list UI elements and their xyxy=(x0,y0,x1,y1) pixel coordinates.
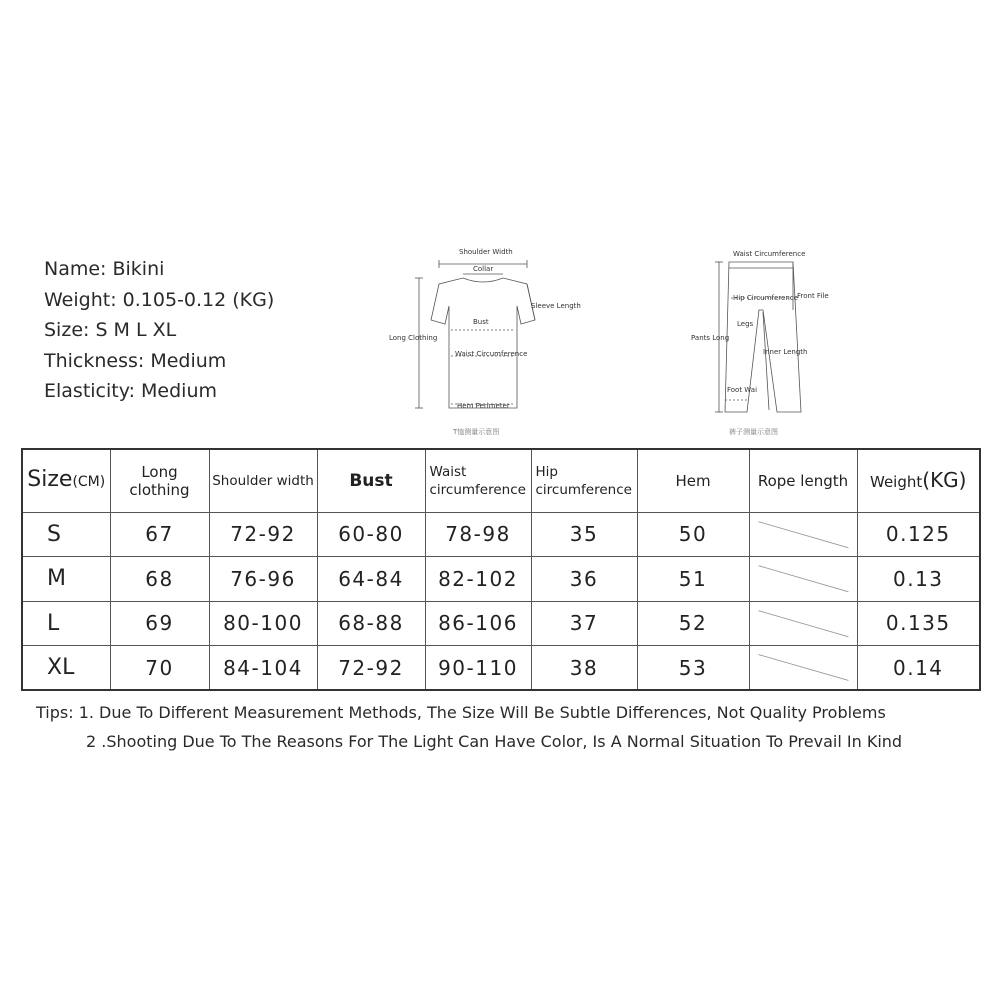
shirt-diagram-caption: T恤测量示意图 xyxy=(453,428,500,436)
spec-name: Name: Bikini xyxy=(44,258,165,280)
cell-bust: 68-88 xyxy=(317,601,425,646)
spec-elasticity: Elasticity: Medium xyxy=(44,380,218,402)
cell-waist-circumference: 78-98 xyxy=(425,512,531,557)
pants-label-legs: Legs xyxy=(737,320,754,328)
pants-label-waist-circumference: Waist Circumference xyxy=(733,250,806,258)
cell-size: L xyxy=(22,601,110,646)
cell-rope-length xyxy=(749,601,857,646)
cell-weight: 0.13 xyxy=(857,557,980,602)
cell-bust: 60-80 xyxy=(317,512,425,557)
shirt-label-long-clothing: Long Clothing xyxy=(389,334,438,342)
tip-line-2: 2 .Shooting Due To The Reasons For The Light Can Have Color, Is A Normal Situation To Prevail In Kind xyxy=(86,732,903,751)
cell-rope-length xyxy=(749,512,857,557)
pants-label-hip-circumference: Hip Circumference xyxy=(733,294,798,302)
shirt-label-bust: Bust xyxy=(473,318,489,326)
pants-measurement-diagram xyxy=(685,240,835,440)
pants-label-inner-length: Inner Length xyxy=(763,348,808,356)
empty-cell-slash xyxy=(750,557,857,601)
tips-section xyxy=(36,703,902,751)
tip-line-1: Tips: 1. Due To Different Measurement Methods, The Size Will Be Subtle Differences, Not Quality Problems xyxy=(36,703,886,722)
pants-diagram-caption: 裤子测量示意图 xyxy=(729,428,778,436)
shirt-label-hem-perimeter: Hem Perimeter xyxy=(457,402,510,410)
header-size: Size(CM) xyxy=(22,449,110,512)
header-bust: Bust xyxy=(317,449,425,512)
cell-waist-circumference: 82-102 xyxy=(425,557,531,602)
cell-hip-circumference: 36 xyxy=(531,557,637,602)
cell-shoulder-width: 72-92 xyxy=(209,512,317,557)
cell-long-clothing: 68 xyxy=(110,557,209,602)
size-chart-table xyxy=(21,448,981,691)
shirt-label-waist-circumference: Waist Circumference xyxy=(455,350,528,358)
cell-shoulder-width: 84-104 xyxy=(209,646,317,691)
cell-weight: 0.125 xyxy=(857,512,980,557)
cell-rope-length xyxy=(749,557,857,602)
cell-shoulder-width: 80-100 xyxy=(209,601,317,646)
cell-bust: 72-92 xyxy=(317,646,425,691)
cell-hip-circumference: 38 xyxy=(531,646,637,691)
table-row xyxy=(22,557,980,602)
header-weight: Weight(KG) xyxy=(857,449,980,512)
header-hem: Hem xyxy=(637,449,749,512)
header-long-clothing: Long clothing xyxy=(110,449,209,512)
spec-size: Size: S M L XL xyxy=(44,319,177,341)
cell-long-clothing: 67 xyxy=(110,512,209,557)
tshirt-outline xyxy=(431,278,535,408)
tshirt-measurement-diagram xyxy=(385,240,581,440)
pants-label-front-file: Front File xyxy=(797,292,829,300)
cell-shoulder-width: 76-96 xyxy=(209,557,317,602)
pants-label-pants-long: Pants Long xyxy=(691,334,730,342)
cell-long-clothing: 70 xyxy=(110,646,209,691)
empty-cell-slash xyxy=(750,602,857,646)
table-row xyxy=(22,512,980,557)
empty-cell-slash xyxy=(750,513,857,557)
cell-weight: 0.135 xyxy=(857,601,980,646)
shirt-label-sleeve-length: Sleeve Length xyxy=(531,302,581,310)
cell-hem: 50 xyxy=(637,512,749,557)
spec-thickness: Thickness: Medium xyxy=(44,349,227,372)
pants-label-foot-wai: Foot Wai xyxy=(727,386,758,394)
shirt-label-shoulder-width: Shoulder Width xyxy=(459,248,513,256)
shirt-label-collar: Collar xyxy=(473,265,494,273)
cell-hip-circumference: 37 xyxy=(531,601,637,646)
cell-hem: 52 xyxy=(637,601,749,646)
header-rope-length: Rope length xyxy=(749,449,857,512)
pants-diagram-svg xyxy=(685,240,835,440)
cell-waist-circumference: 86-106 xyxy=(425,601,531,646)
cell-hem: 51 xyxy=(637,557,749,602)
table-row xyxy=(22,601,980,646)
cell-size: S xyxy=(22,512,110,557)
tshirt-diagram-svg xyxy=(385,240,581,440)
spec-weight: Weight: 0.105-0.12 (KG) xyxy=(44,288,275,311)
cell-rope-length xyxy=(749,646,857,691)
cell-bust: 64-84 xyxy=(317,557,425,602)
product-specs xyxy=(44,254,274,407)
cell-size: M xyxy=(22,557,110,602)
header-hip-circumference: Hip circumference xyxy=(531,449,637,512)
empty-cell-slash xyxy=(750,646,857,689)
header-waist-circumference: Waist circumference xyxy=(425,449,531,512)
cell-hip-circumference: 35 xyxy=(531,512,637,557)
cell-weight: 0.14 xyxy=(857,646,980,691)
cell-long-clothing: 69 xyxy=(110,601,209,646)
cell-waist-circumference: 90-110 xyxy=(425,646,531,691)
header-shoulder-width: Shoulder width xyxy=(209,449,317,512)
cell-size: XL xyxy=(22,646,110,691)
cell-hem: 53 xyxy=(637,646,749,691)
table-row xyxy=(22,646,980,691)
table-header-row xyxy=(22,449,980,512)
